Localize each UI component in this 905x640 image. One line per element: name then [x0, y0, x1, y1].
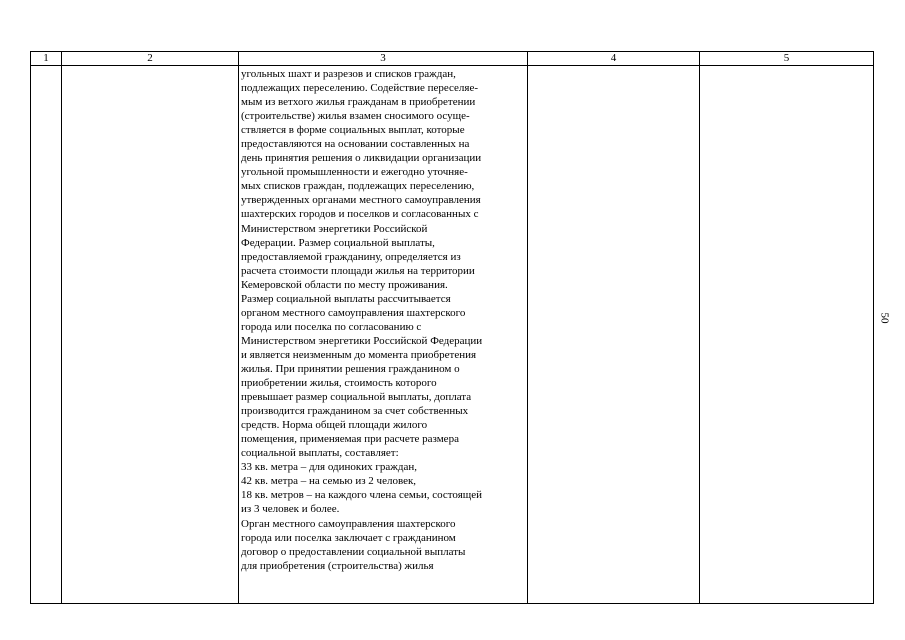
column-header-1: 1	[31, 52, 62, 66]
text-line: Кемеровской области по месту проживания.	[241, 278, 448, 291]
text-line: шахтерских городов и поселков и согласованных с	[241, 208, 479, 221]
text-line: мым из ветхого жилья гражданам в приобретении	[241, 96, 476, 109]
text-line: день принятия решения о ликвидации организации	[241, 152, 482, 165]
page-number: 50	[878, 312, 891, 324]
column-header-2: 2	[62, 52, 239, 66]
text-line: жилья. При принятии решения гражданином о	[241, 362, 460, 375]
document-table	[30, 51, 874, 604]
text-line: Федерации. Размер социальной выплаты,	[241, 236, 435, 249]
cell-col-4	[528, 66, 700, 604]
cell-col-1	[31, 66, 62, 604]
text-line: превышает размер социальной выплаты, доплата	[241, 391, 472, 404]
text-line: Министерством энергетики Российской	[241, 222, 428, 235]
cell-col-5	[700, 66, 874, 604]
text-line: города или поселка заключает с гражданином	[241, 531, 456, 544]
text-line: из 3 человек и более.	[241, 503, 340, 516]
text-line: угольной промышленности и ежегодно уточняе-	[241, 166, 468, 179]
text-line: договор о предоставлении социальной выплаты	[241, 545, 466, 558]
text-line: Орган местного самоуправления шахтерского	[241, 517, 456, 530]
text-line: для приобретения (строительства) жилья	[241, 559, 434, 572]
text-line: средств. Норма общей площади жилого	[241, 419, 428, 432]
paragraph-text	[241, 67, 526, 573]
text-line: 18 кв. метров – на каждого члена семьи, состоящей	[241, 489, 483, 502]
text-line: угольных шахт и разрезов и списков граждан,	[241, 68, 456, 80]
cell-col-2	[62, 66, 239, 604]
text-line: ствляется в форме социальных выплат, которые	[241, 124, 465, 137]
text-line: мых списков граждан, подлежащих переселению,	[241, 180, 475, 193]
text-line: расчета стоимости площади жилья на территории	[241, 264, 475, 277]
text-line: (строительстве) жилья взамен сносимого осуще-	[241, 110, 470, 123]
table-row	[31, 66, 874, 604]
text-line: Размер социальной выплаты рассчитывается	[241, 292, 451, 305]
text-line: социальной выплаты, составляет:	[241, 447, 399, 460]
text-line: производится гражданином за счет собственных	[241, 405, 469, 418]
text-line: предоставляются на основании составленных на	[241, 138, 470, 151]
text-line: утвержденных органами местного самоуправления	[241, 194, 481, 207]
cell-col-3-text	[239, 66, 528, 604]
column-header-5: 5	[700, 52, 874, 66]
text-line: помещения, применяемая при расчете размера	[241, 433, 459, 446]
table-header-row	[31, 52, 874, 66]
text-line: и является неизменным до момента приобретения	[241, 348, 477, 361]
text-line: 42 кв. метра – на семью из 2 человек,	[241, 475, 417, 488]
text-line: органом местного самоуправления шахтерского	[241, 306, 466, 319]
text-line: предоставляемой гражданину, определяется из	[241, 250, 461, 263]
text-line: подлежащих переселению. Содействие переселяе-	[241, 82, 479, 95]
text-line: Министерством энергетики Российской Федерации	[241, 334, 483, 347]
text-line: приобретении жилья, стоимость которого	[241, 377, 437, 390]
text-line: 33 кв. метра – для одиноких граждан,	[241, 461, 417, 474]
column-header-3: 3	[239, 52, 528, 66]
column-header-4: 4	[528, 52, 700, 66]
text-line: города или поселка по согласованию с	[241, 320, 422, 333]
